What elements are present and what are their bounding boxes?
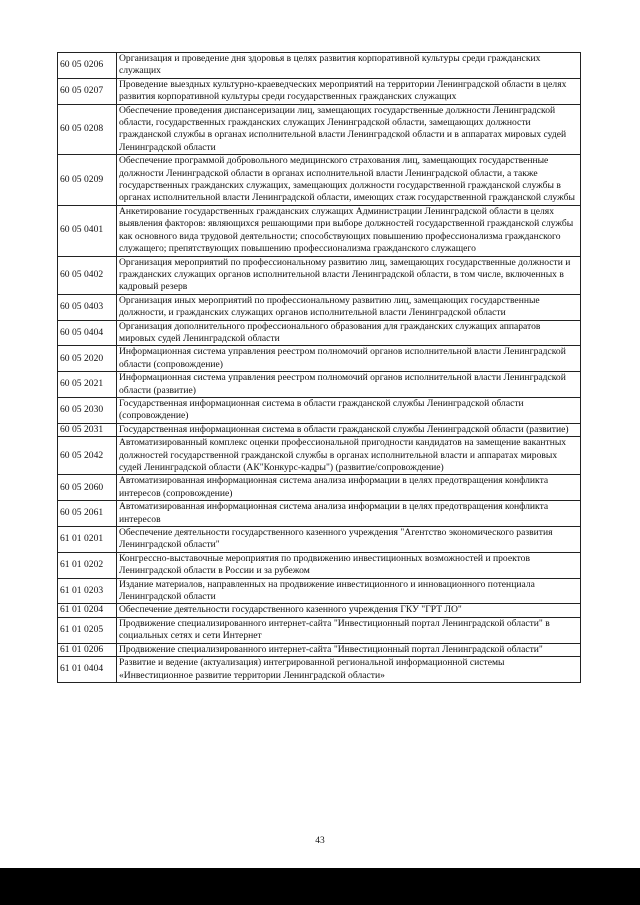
row-code: 60 05 0209: [58, 155, 117, 206]
row-description: Издание материалов, направленных на продвижение инвестиционного и инновационного потенциала Ленинградской области: [117, 578, 581, 604]
row-code: 60 05 2060: [58, 475, 117, 501]
row-code: 61 01 0206: [58, 643, 117, 656]
row-code: 60 05 0402: [58, 256, 117, 294]
row-description: Обеспечение проведения диспансеризации лиц, замещающих государственные должности Ленинградской области, государственных гражданских служащих Ленинградской области, замещающих должности гражданской службы в органах исполнительной власти Ленинградской области и в аппаратах мировых судей Ленинградской области: [117, 104, 581, 155]
row-description: Обеспечение деятельности государственного казенного учреждения ГКУ "ГРТ ЛО": [117, 604, 581, 617]
row-code: 60 05 2021: [58, 372, 117, 398]
row-code: 60 05 0207: [58, 78, 117, 104]
row-description: Автоматизированная информационная система анализа информации в целях предотвращения конфликта интересов (сопровождение): [117, 475, 581, 501]
table-row: [58, 372, 581, 398]
row-description: Организация иных мероприятий по профессиональному развитию лиц, замещающих государственные должности, и гражданских служащих органов исполнительной власти Ленинградской области: [117, 294, 581, 320]
row-description: Проведение выездных культурно-краеведческих мероприятий на территории Ленинградской области в целях развития корпоративной культуры среди государственных гражданских служащих: [117, 78, 581, 104]
table-row: [58, 294, 581, 320]
table-row: [58, 104, 581, 155]
table-row: [58, 643, 581, 656]
row-code: 60 05 0206: [58, 53, 117, 79]
row-description: Обеспечение деятельности государственного казенного учреждения "Агентство экономического развития Ленинградской области": [117, 527, 581, 553]
table-row: [58, 320, 581, 346]
row-description: Организация мероприятий по профессиональному развитию лиц, замещающих государственные должности и гражданских служащих органов исполнительной власти Ленинградской области, в том числе, включенных в кадровый резерв: [117, 256, 581, 294]
table-row: [58, 397, 581, 423]
row-description: Автоматизированный комплекс оценки профессиональной пригодности кандидатов на замещение вакантных должностей государственной гражданской службы в органах исполнительной власти и аппаратах мировых судей Ленинградской области (АК"Конкурс-кадры") (развитие/сопровождение): [117, 437, 581, 475]
table-row: [58, 617, 581, 643]
table-row: [58, 256, 581, 294]
table-body: [58, 53, 581, 683]
row-code: 61 01 0205: [58, 617, 117, 643]
table-row: [58, 578, 581, 604]
table-row: [58, 657, 581, 683]
page-number: 43: [315, 836, 325, 846]
row-description: Обеспечение программой добровольного медицинского страхования лиц, замещающих государственные должности Ленинградской области в органах исполнительной власти Ленинградской области, а также государственных гражданских служащих, замещающих должности государственной гражданской службы в органах исполнительной власти Ленинградской области, имеющих стаж государственной гражданской службы: [117, 155, 581, 206]
row-code: 60 05 2020: [58, 346, 117, 372]
row-code: 60 05 2042: [58, 437, 117, 475]
row-description: Организация дополнительного профессионального образования для гражданских служащих аппаратов мировых судей Ленинградской области: [117, 320, 581, 346]
table-row: [58, 501, 581, 527]
row-code: 60 05 0208: [58, 104, 117, 155]
table-row: [58, 527, 581, 553]
table-row: [58, 423, 581, 436]
row-description: Государственная информационная система в области гражданской службы Ленинградской области (развитие): [117, 423, 581, 436]
table-row: [58, 604, 581, 617]
row-code: 60 05 2030: [58, 397, 117, 423]
budget-codes-table: [57, 52, 581, 683]
row-code: 60 05 2031: [58, 423, 117, 436]
row-code: 61 01 0204: [58, 604, 117, 617]
row-description: Автоматизированная информационная система анализа информации в целях предотвращения конфликта интересов: [117, 501, 581, 527]
row-description: Развитие и ведение (актуализация) интегрированной региональной информационной системы «Инвестиционное развитие территории Ленинградской области»: [117, 657, 581, 683]
row-code: 60 05 0404: [58, 320, 117, 346]
row-description: Информационная система управления реестром полномочий органов исполнительной власти Ленинградской области (развитие): [117, 372, 581, 398]
row-code: 61 01 0203: [58, 578, 117, 604]
row-code: 61 01 0404: [58, 657, 117, 683]
row-code: 61 01 0201: [58, 527, 117, 553]
row-description: Организация и проведение дня здоровья в целях развития корпоративной культуры среди гражданских служащих: [117, 53, 581, 79]
row-code: 60 05 2061: [58, 501, 117, 527]
scan-bottom-bar: [0, 868, 640, 905]
row-code: 60 05 0401: [58, 205, 117, 256]
table-row: [58, 552, 581, 578]
row-description: Конгрессно-выставочные мероприятия по продвижению инвестиционных возможностей и проектов Ленинградской области в России и за рубежом: [117, 552, 581, 578]
row-description: Продвижение специализированного интернет-сайта "Инвестиционный портал Ленинградской области" в социальных сетях и сети Интернет: [117, 617, 581, 643]
row-code: 61 01 0202: [58, 552, 117, 578]
row-description: Анкетирование государственных гражданских служащих Администрации Ленинградской области в целях выявления факторов: являющихся решающими при выборе должностей государственной гражданской службы как основного вида трудовой деятельности; способствующих повышению профессионализма гражданского служащего; препятствующих повышению профессионализма гражданского служащего: [117, 205, 581, 256]
row-description: Продвижение специализированного интернет-сайта "Инвестиционный портал Ленинградской области": [117, 643, 581, 656]
row-code: 60 05 0403: [58, 294, 117, 320]
table-row: [58, 437, 581, 475]
table-row: [58, 53, 581, 79]
row-description: Информационная система управления реестром полномочий органов исполнительной власти Ленинградской области (сопровождение): [117, 346, 581, 372]
table-row: [58, 155, 581, 206]
table-row: [58, 475, 581, 501]
table-row: [58, 205, 581, 256]
row-description: Государственная информационная система в области гражданской службы Ленинградской области (сопровождение): [117, 397, 581, 423]
table-row: [58, 346, 581, 372]
table-row: [58, 78, 581, 104]
